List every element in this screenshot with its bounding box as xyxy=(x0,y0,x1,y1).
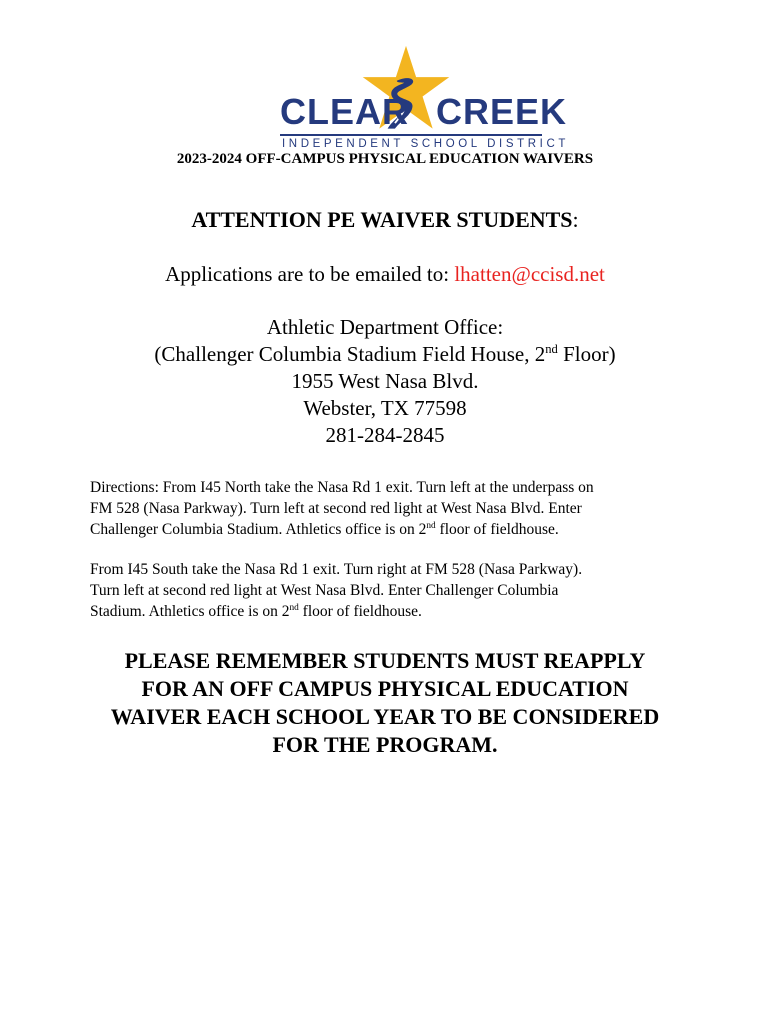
office-location-sup: nd xyxy=(545,342,558,356)
attention-text: ATTENTION PE WAIVER STUDENTS xyxy=(191,207,573,232)
directions-south-line: From I45 South take the Nasa Rd 1 exit. Turn right at FM 528 (Nasa Parkway). xyxy=(90,561,583,578)
directions-north-line3-suffix: floor of fieldhouse. xyxy=(435,521,559,538)
directions-north-line: FM 528 (Nasa Parkway). Turn left at second red light at West Nasa Blvd. Enter xyxy=(90,500,582,517)
office-street: 1955 West Nasa Blvd. xyxy=(291,369,479,393)
office-location-prefix: (Challenger Columbia Stadium Field House, 2 xyxy=(154,342,546,366)
logo-subtitle: INDEPENDENT SCHOOL DISTRICT xyxy=(282,138,569,150)
logo-word-clear: CLEAR xyxy=(280,91,409,132)
directions-north xyxy=(90,477,690,540)
directions-south-line3-prefix: Stadium. Athletics office is on 2 xyxy=(90,603,290,620)
directions-north-line3-prefix: Challenger Columbia Stadium. Athletics office is on 2 xyxy=(90,521,427,538)
directions-south-line3-suffix: floor of fieldhouse. xyxy=(298,603,422,620)
office-heading: Athletic Department Office: xyxy=(266,315,504,339)
directions-south-line3-sup: nd xyxy=(289,602,299,613)
logo-word-creek: CREEK xyxy=(436,91,568,132)
document-title: 2023-2024 OFF-CAMPUS PHYSICAL EDUCATION WAIVERS xyxy=(176,151,594,167)
application-instructions xyxy=(0,262,770,287)
office-location-suffix: Floor) xyxy=(557,342,616,366)
clear-creek-logo xyxy=(268,44,569,156)
email-link[interactable]: lhatten@ccisd.net xyxy=(454,262,605,286)
attention-colon: : xyxy=(572,207,579,232)
directions-north-line xyxy=(90,519,690,540)
directions-south-line xyxy=(90,601,690,622)
apply-text: Applications are to be emailed to: xyxy=(165,262,455,286)
attention-heading xyxy=(0,207,770,233)
reminder-line: FOR THE PROGRAM. xyxy=(272,732,498,757)
directions-north-line: Directions: From I45 North take the Nasa Rd 1 exit. Turn left at the underpass on xyxy=(90,479,594,496)
directions-north-line3-sup: nd xyxy=(426,520,436,531)
directions-south-line: Turn left at second red light at West Nasa Blvd. Enter Challenger Columbia xyxy=(90,582,559,599)
reminder-line: FOR AN OFF CAMPUS PHYSICAL EDUCATION xyxy=(141,676,629,701)
logo-divider xyxy=(280,134,542,136)
office-phone: 281-284-2845 xyxy=(325,423,445,447)
reapply-reminder xyxy=(0,647,770,759)
directions-south xyxy=(90,559,690,622)
office-location xyxy=(0,341,770,368)
reminder-line: WAIVER EACH SCHOOL YEAR TO BE CONSIDERED xyxy=(110,704,660,729)
office-address-block xyxy=(0,314,770,449)
reminder-line: PLEASE REMEMBER STUDENTS MUST REAPPLY xyxy=(124,648,646,673)
office-city: Webster, TX 77598 xyxy=(303,396,467,420)
